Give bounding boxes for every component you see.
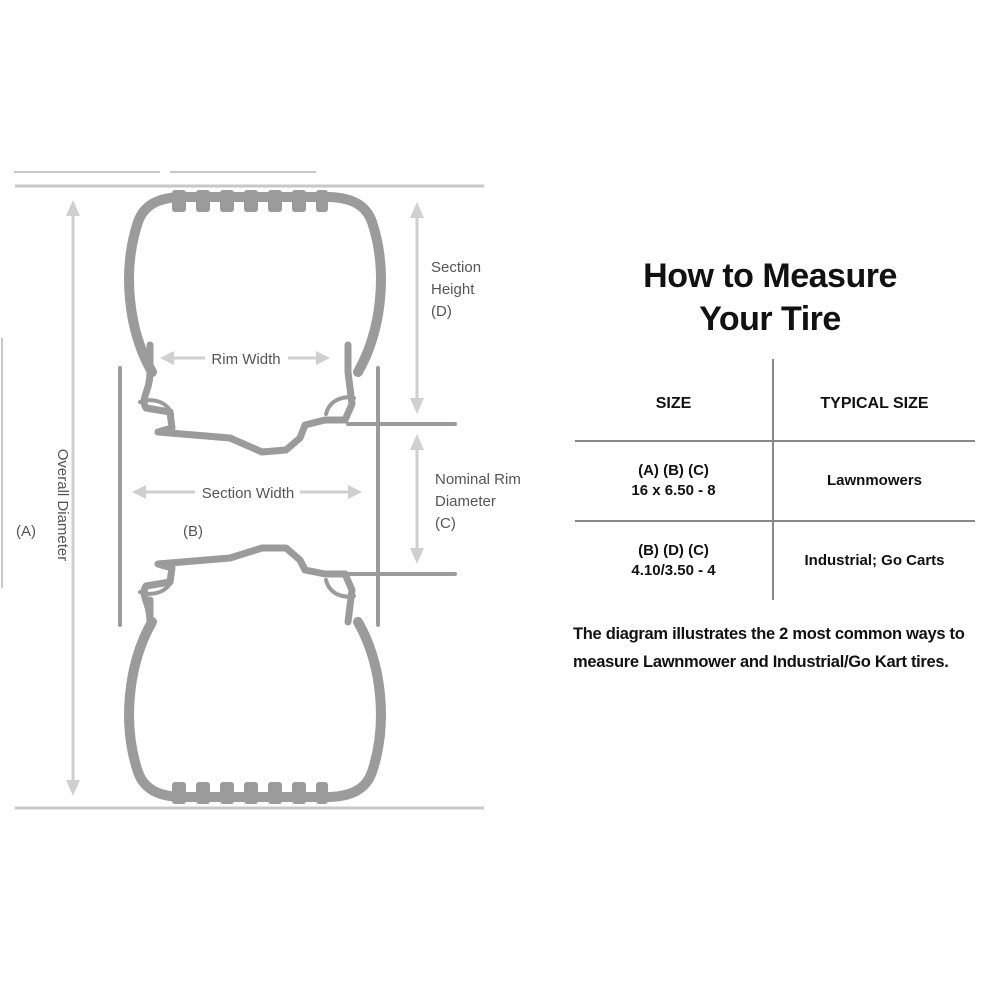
- table-row: [575, 521, 975, 600]
- caption: The diagram illustrates the 2 most common ways to measure Lawnmower and Industrial/Go Kart tires.: [573, 625, 965, 671]
- letter-a-label: (A): [16, 523, 36, 540]
- section-height-label-1: Section: [431, 259, 482, 276]
- size-letters: (B) (D) (C): [638, 542, 709, 559]
- title-line-2: Your Tire: [699, 300, 841, 338]
- table-row: [575, 441, 975, 521]
- header-size: SIZE: [575, 359, 773, 441]
- size-value: 4.10/3.50 - 4: [631, 562, 716, 579]
- section-height-label-2: Height: [431, 281, 475, 298]
- title-line-1: How to Measure: [643, 257, 897, 295]
- size-cell: [575, 521, 773, 600]
- nominal-rim-diameter-arrow: [410, 434, 424, 564]
- section-width-label: Section Width: [201, 485, 295, 502]
- overall-diameter-label: Overall Diameter: [54, 448, 71, 562]
- nominal-rim-letter: (C): [435, 515, 456, 532]
- section-height-arrow: [410, 202, 424, 414]
- typical-cell: Lawnmowers: [826, 472, 923, 489]
- nominal-rim-label-2: Diameter: [435, 493, 496, 510]
- page-title: [570, 255, 970, 341]
- size-letters: (A) (B) (C): [638, 462, 709, 479]
- measure-info-panel: [570, 255, 970, 676]
- size-cell: [575, 441, 773, 521]
- header-typical-size: TYPICAL SIZE: [820, 395, 929, 412]
- section-height-letter: (D): [431, 303, 452, 320]
- nominal-rim-label-1: Nominal Rim: [435, 471, 521, 488]
- size-value: 16 x 6.50 - 8: [631, 482, 716, 499]
- size-table: [575, 359, 975, 600]
- rim-width-label: Rim Width: [211, 351, 281, 368]
- typical-cell: Industrial; Go Carts: [804, 552, 945, 569]
- table-header-row: [575, 359, 975, 441]
- letter-b-label: (B): [183, 523, 203, 540]
